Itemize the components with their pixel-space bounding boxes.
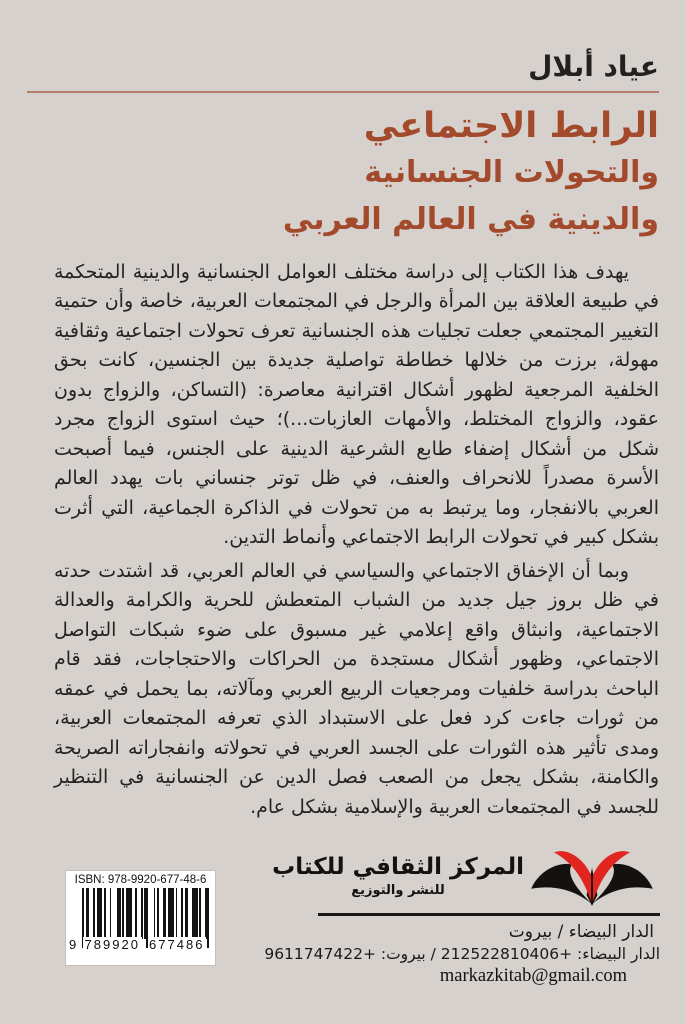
isbn-barcode	[66, 871, 215, 965]
title-line-3: والدينية في العالم العربي	[282, 201, 659, 237]
publisher-email: markazkitab@gmail.com	[439, 965, 627, 986]
barcode-digit-group-1: 789920	[84, 937, 140, 952]
publisher-block	[264, 843, 660, 987]
header-divider	[27, 91, 659, 93]
publisher-name-block	[266, 854, 524, 899]
publisher-name: المركز الثقافي للكتاب	[272, 853, 524, 880]
author-name: عياد أبلال	[528, 50, 659, 83]
book-title	[27, 103, 659, 242]
title-line-1: الرابط الاجتماعي	[363, 106, 659, 146]
synopsis-paragraph-1: يهدف هذا الكتاب إلى دراسة مختلف العوامل الجنسانية والدينية المتحكمة في طبيعة العلاقة بين المرأة والرجل في المجتمعات العربية، خاصة وأن حتمية التغيير المجتمعي جعلت تجليات هذه الجنسانية تعرف تحولات اجتماعية وثقافية مهولة، برزت من خلالها خطاطة تواصلية جديدة بين الجنسين، كانت بحق الخلفية المرجعية لظهور أشكال اقترانية معاصرة: (التساكن، والزواج بدون عقود، والزواج المختلط، والأمهات العازبات...)؛ حيث استوى الزواج مجرد شكل من أشكال إضفاء طابع الشرعية الدينية على الجنس، فيما أصبحت الأسرة مصدراً للانحراف والعنف، في ظل توتر جنساني بات يهدد العالم العربي بالانفجار، وما يرتبط به من تحولات في الذاكرة الجماعية، التي أثرت بشكل كبير في تحولات الرابط الاجتماعي وأنماط التدين.	[54, 260, 659, 549]
barcode-digit-first: 9	[69, 937, 80, 952]
publisher-divider	[318, 913, 660, 916]
publisher-subtitle: للنشر والتوزيع	[351, 883, 445, 899]
synopsis	[54, 258, 659, 823]
barcode-digit-group-2: 677486	[149, 937, 205, 952]
synopsis-paragraph-2: وبما أن الإخفاق الاجتماعي والسياسي في العالم العربي، قد اشتدت حدته في ظل بروز جيل جديد من الشباب المتعطش للحرية والكرامة والعدالة الاجتماعية، وانبثاق واقع إعلامي غير مسبوق على ضوء شبكات التواصل الاجتماعي، وظهور أشكال مستجدة من الحراكات والاحتجاجات، فقد قام الباحث بدراسة خلفيات ومرجعيات الربيع العربي ومآلاته، بما يحمل في عمقه من ثورات جاءت كرد فعل على الاستبداد الذي تعرفه المجتمعات العربية، ومدى تأثير هذه الثورات على الجسد العربي في تحولاته وانفجاراته الصريحة والكامنة، بشكل يجعل من الصعب فصل الدين عن الجنسانية في التنظير للجسد في المجتمعات العربية والإسلامية بشكل عام.	[54, 559, 659, 818]
open-book-icon	[524, 843, 660, 909]
publisher-logo	[272, 843, 660, 909]
publisher-phones: الدار البيضاء: +212522810406 / بيروت: +9611747422	[264, 944, 660, 963]
publisher-cities: الدار البيضاء / بيروت	[508, 921, 654, 942]
title-line-2: والتحولات الجنسانية	[364, 155, 659, 191]
barcode-digits	[69, 937, 209, 952]
barcode-bars	[69, 888, 209, 952]
isbn-label: ISBN: 978-9920-677-48-6	[74, 874, 207, 886]
